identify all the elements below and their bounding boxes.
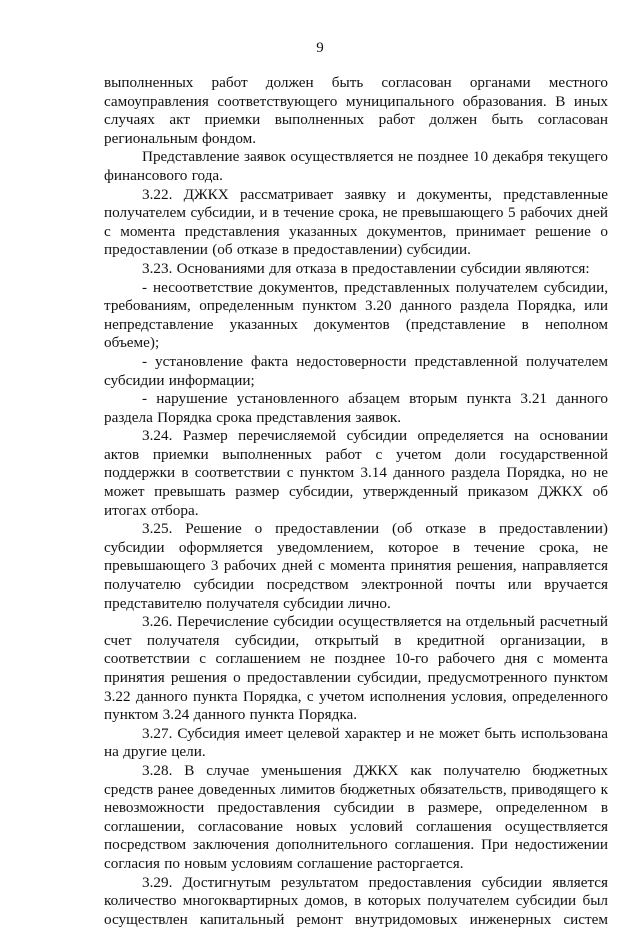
list-item-refusal-2: - установление факта недостоверности представленной получателем субсидии информации; [104,352,608,389]
paragraph-3-22: 3.22. ДЖКХ рассматривает заявку и документы, представленные получателем субсидии, и в течение срока, не превышающего 5 рабочих дней с момента представления указанных документов, принимает решение о предоставлении (об отказе в предоставлении) субсидии. [104,185,608,259]
paragraph-3-29: 3.29. Достигнутым результатом предоставления субсидии является количество многоквартирных домов, в которых получателем субсидии был осуществлен капитальный ремонт внутридомовых инженерных систем [104,873,608,928]
paragraph-applications-deadline: Представление заявок осуществляется не позднее 10 декабря текущего финансового года. [104,148,608,184]
paragraph-continuation: выполненных работ должен быть согласован органами местного самоуправления соответствующего муниципального образования. В иных случаях акт приемки выполненных работ должен быть согласован региональным фондом. [104,74,608,147]
list-item-refusal-1: - несоответствие документов, представленных получателем субсидии, требованиям, определенным пунктом 3.20 данного раздела Порядка, или непредставление указанных документов (представление в неполном объеме); [104,278,608,352]
paragraph-3-26: 3.26. Перечисление субсидии осуществляется на отдельный расчетный счет получателя субсидии, открытый в кредитной организации, в соответствии с соглашением не позднее 10-го рабочего дня с момента принятия решения о предоставлении субсидии, предусмотренного пунктом 3.22 данного пункта Порядка, с учетом исполнения условия, определенного пунктом 3.24 данного пункта Порядка. [104,613,608,724]
paragraph-3-28: 3.28. В случае уменьшения ДЖКХ как получателю бюджетных средств ранее доведенных лимитов бюджетных обязательств, приводящего к невозможности предоставления субсидии в размере, определенном в соглашении, согласование новых условий соглашения осуществляется посредством заключения дополнительного соглашения. При недостижении согласия по новым условиям соглашение расторгается. [104,761,608,872]
paragraph-3-24: 3.24. Размер перечисляемой субсидии определяется на основании актов приемки выполненных работ с учетом доли государственной поддержки в соответствии с пунктом 3.14 данного раздела Порядка, но не может превышать размер субсидии, утвержденный приказом ДЖКХ об итогах отбора. [104,427,608,519]
paragraph-3-25: 3.25. Решение о предоставлении (об отказе в предоставлении) субсидии оформляется уведомлением, которое в течение срока, не превышающего 3 рабочих дней с момента принятия решения, направляется получателю субсидии посредством электронной почты или вручается представителю получателя субсидии лично. [104,520,608,612]
paragraph-3-23: 3.23. Основаниями для отказа в предоставлении субсидии являются: [142,259,590,277]
paragraph-3-27: 3.27. Субсидия имеет целевой характер и не может быть использована на другие цели. [104,724,608,761]
document-body [104,74,608,929]
page-number: 9 [316,40,324,56]
list-item-refusal-3: - нарушение установленного абзацем вторым пункта 3.21 данного раздела Порядка срока представления заявок. [104,390,608,426]
